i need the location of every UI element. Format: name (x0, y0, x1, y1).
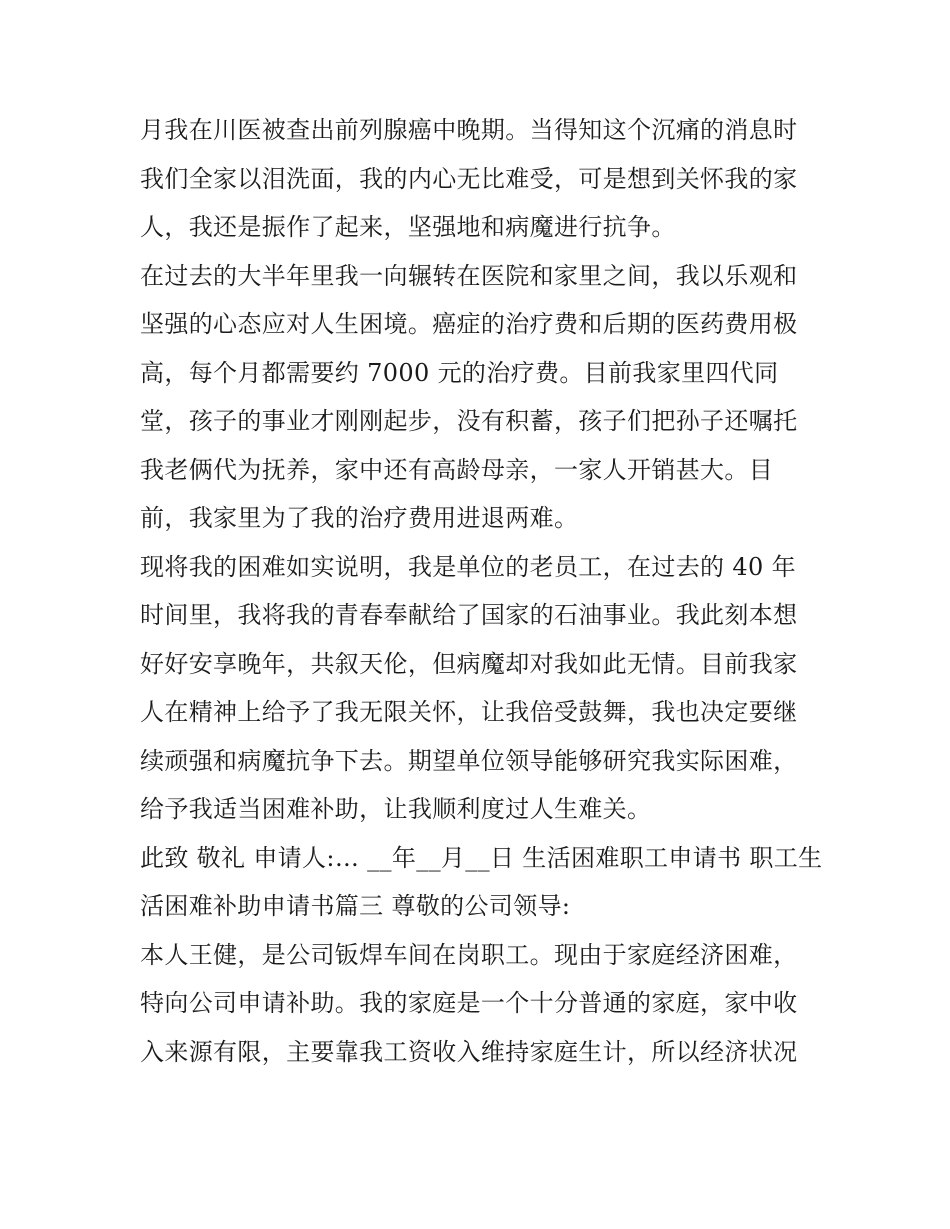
text-line: 人在精神上给予了我无限关怀，让我倍受鼓舞，我也决定要继 (140, 698, 798, 726)
text-line: 续顽强和病魔抗争下去。期望单位领导能够研究我实际困难， (140, 746, 798, 775)
text-line: 在过去的大半年里我一向辗转在医院和家里之间，我以乐观和 (140, 261, 798, 290)
text-line: 高，每个月都需要约 7000 元的治疗费。目前我家里四代同 (140, 358, 779, 387)
text-line: 时间里，我将我的青春奉献给了国家的石油事业。我此刻本想 (140, 601, 798, 629)
text-line: 特向公司申请补助。我的家庭是一个十分普通的家庭，家中收 (140, 989, 798, 1017)
text-line: 人，我还是振作了起来，坚强地和病魔进行抗争。 (140, 213, 676, 241)
text-line: 堂，孩子的事业才刚刚起步，没有积蓄，孩子们把孙子还嘱托 (140, 407, 798, 435)
text-line: 坚强的心态应对人生困境。癌症的治疗费和后期的医药费用极 (140, 310, 798, 338)
text-line: 给予我适当困难补助，让我顺利度过人生难关。 (140, 795, 652, 823)
text-line: 入来源有限，主要靠我工资收入维持家庭生计，所以经济状况 (140, 1037, 798, 1066)
text-line: 我们全家以泪洗面，我的内心无比难受，可是想到关怀我的家 (140, 164, 798, 193)
text-line: 此致 敬礼 申请人:… __年__月__日 生活困难职工申请书 职工生 (140, 843, 823, 872)
text-line: 活困难补助申请书篇三 尊敬的公司领导: (140, 892, 571, 920)
document-body (140, 106, 830, 1076)
text-line: 月我在川医被查出前列腺癌中晚期。当得知这个沉痛的消息时 (140, 116, 798, 144)
text-line: 我老俩代为抚养，家中还有高龄母亲，一家人开销甚大。目 (140, 455, 774, 484)
text-line: 本人王健，是公司钣焊车间在岗职工。现由于家庭经济困难， (140, 940, 798, 969)
text-line: 现将我的困难如实说明，我是单位的老员工，在过去的 40 年 (140, 552, 796, 581)
text-line: 好好安享晚年，共叙天伦，但病魔却对我如此无情。目前我家 (140, 649, 798, 678)
text-line: 前，我家里为了我的治疗费用进退两难。 (140, 504, 579, 532)
